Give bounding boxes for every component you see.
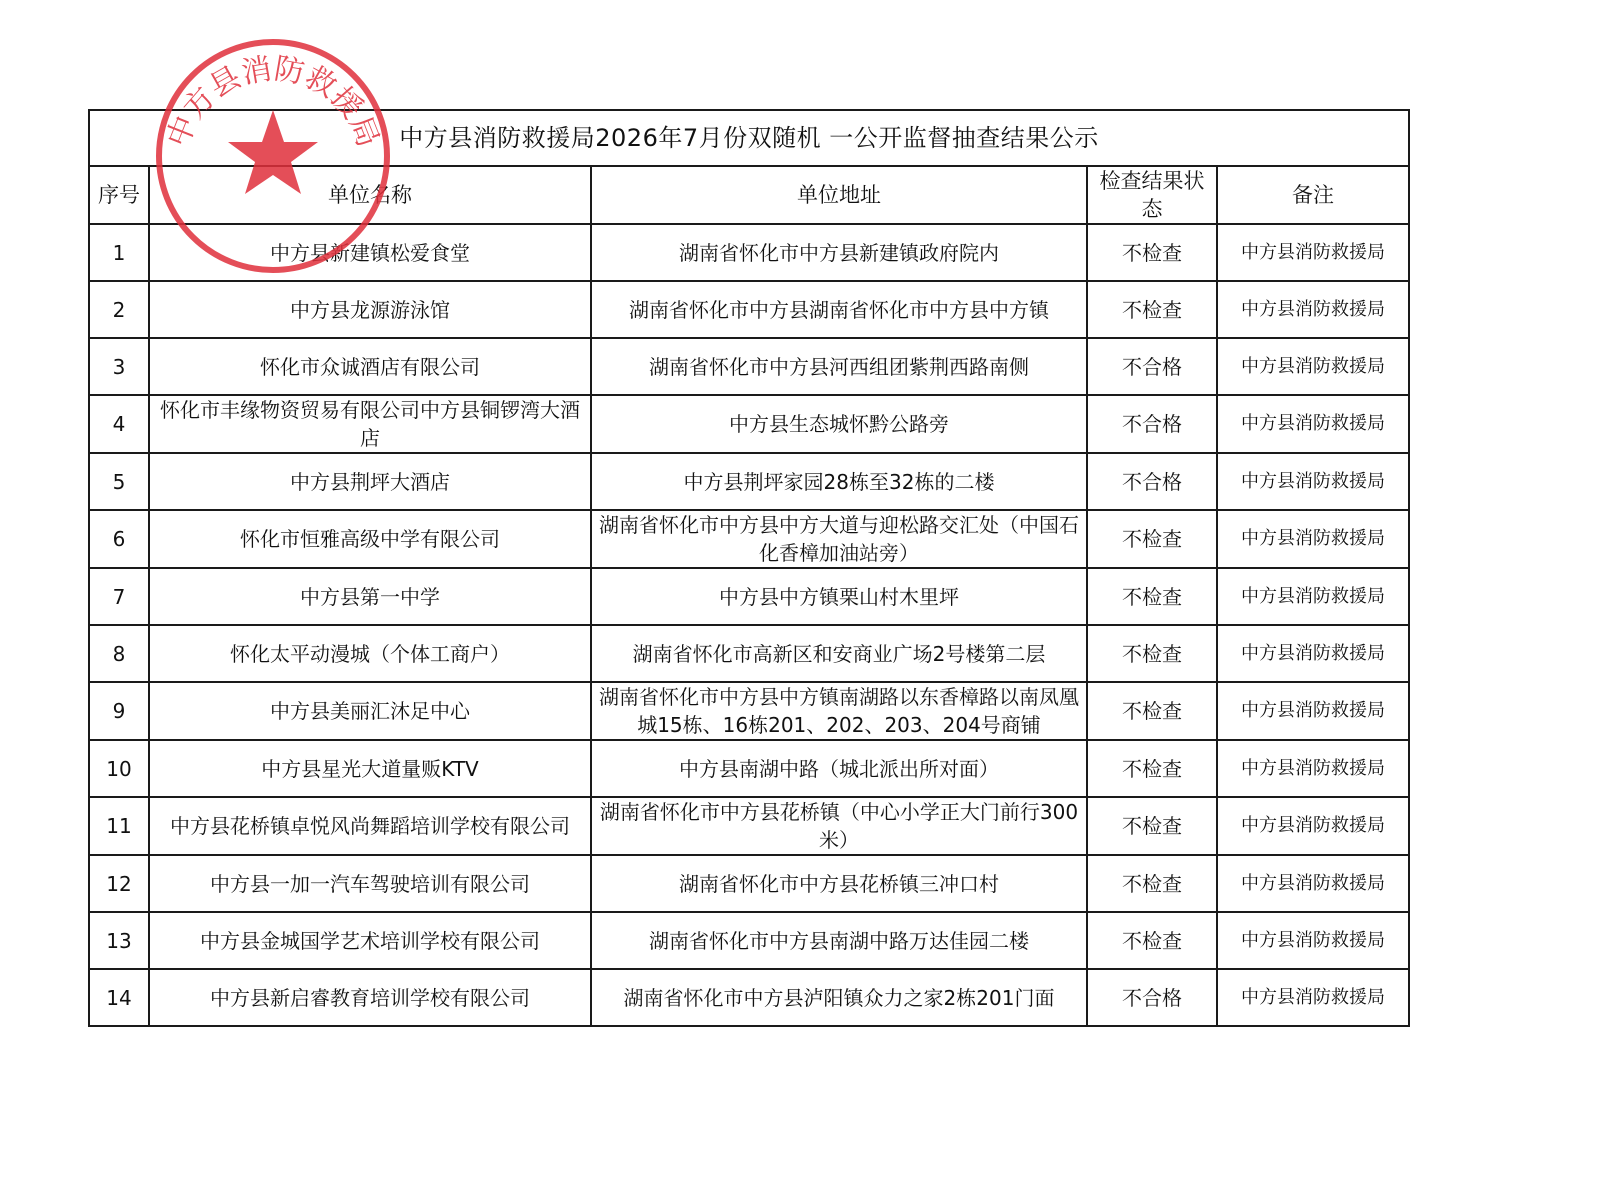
header-unit-name: 单位名称 bbox=[149, 166, 591, 224]
title-row bbox=[89, 110, 1409, 166]
unit-name: 中方县花桥镇卓悦风尚舞蹈培训学校有限公司 bbox=[149, 797, 591, 855]
row-index: 9 bbox=[89, 682, 149, 740]
note: 中方县消防救援局 bbox=[1217, 740, 1409, 797]
note: 中方县消防救援局 bbox=[1217, 453, 1409, 510]
row-index: 3 bbox=[89, 338, 149, 395]
result-status: 不检查 bbox=[1087, 625, 1217, 682]
unit-name: 怀化市众诚酒店有限公司 bbox=[149, 338, 591, 395]
result-status: 不检查 bbox=[1087, 855, 1217, 912]
table-row bbox=[89, 281, 1409, 338]
result-status: 不检查 bbox=[1087, 510, 1217, 568]
header-row bbox=[89, 166, 1409, 224]
table-row bbox=[89, 625, 1409, 682]
table-row bbox=[89, 797, 1409, 855]
unit-name: 中方县美丽汇沐足中心 bbox=[149, 682, 591, 740]
unit-address: 中方县生态城怀黔公路旁 bbox=[591, 395, 1087, 453]
unit-address: 湖南省怀化市高新区和安商业广场2号楼第二层 bbox=[591, 625, 1087, 682]
row-index: 5 bbox=[89, 453, 149, 510]
result-status: 不检查 bbox=[1087, 912, 1217, 969]
result-status: 不检查 bbox=[1087, 797, 1217, 855]
note: 中方县消防救援局 bbox=[1217, 625, 1409, 682]
unit-address: 湖南省怀化市中方县中方大道与迎松路交汇处（中国石化香樟加油站旁） bbox=[591, 510, 1087, 568]
unit-address: 中方县荆坪家园28栋至32栋的二楼 bbox=[591, 453, 1087, 510]
document-title: 中方县消防救援局2026年7月份双随机 一公开监督抽查结果公示 bbox=[89, 110, 1409, 166]
note: 中方县消防救援局 bbox=[1217, 281, 1409, 338]
row-index: 10 bbox=[89, 740, 149, 797]
table-row bbox=[89, 568, 1409, 625]
result-status: 不检查 bbox=[1087, 224, 1217, 281]
note: 中方县消防救援局 bbox=[1217, 510, 1409, 568]
unit-name: 怀化太平动漫城（个体工商户） bbox=[149, 625, 591, 682]
unit-address: 中方县中方镇栗山村木里坪 bbox=[591, 568, 1087, 625]
note: 中方县消防救援局 bbox=[1217, 395, 1409, 453]
result-status: 不合格 bbox=[1087, 338, 1217, 395]
table-row bbox=[89, 969, 1409, 1026]
unit-address: 中方县南湖中路（城北派出所对面） bbox=[591, 740, 1087, 797]
header-unit-address: 单位地址 bbox=[591, 166, 1087, 224]
table-row bbox=[89, 740, 1409, 797]
result-status: 不检查 bbox=[1087, 568, 1217, 625]
result-status: 不合格 bbox=[1087, 969, 1217, 1026]
note: 中方县消防救援局 bbox=[1217, 855, 1409, 912]
table-row bbox=[89, 912, 1409, 969]
note: 中方县消防救援局 bbox=[1217, 568, 1409, 625]
unit-name: 中方县龙源游泳馆 bbox=[149, 281, 591, 338]
unit-name: 中方县新建镇松爱食堂 bbox=[149, 224, 591, 281]
header-index: 序号 bbox=[89, 166, 149, 224]
result-status: 不合格 bbox=[1087, 395, 1217, 453]
unit-name: 中方县金城国学艺术培训学校有限公司 bbox=[149, 912, 591, 969]
unit-address: 湖南省怀化市中方县花桥镇（中心小学正大门前行300米） bbox=[591, 797, 1087, 855]
unit-name: 中方县一加一汽车驾驶培训有限公司 bbox=[149, 855, 591, 912]
row-index: 7 bbox=[89, 568, 149, 625]
table-row bbox=[89, 510, 1409, 568]
row-index: 11 bbox=[89, 797, 149, 855]
row-index: 8 bbox=[89, 625, 149, 682]
unit-address: 湖南省怀化市中方县泸阳镇众力之家2栋201门面 bbox=[591, 969, 1087, 1026]
row-index: 6 bbox=[89, 510, 149, 568]
table-row bbox=[89, 395, 1409, 453]
unit-address: 湖南省怀化市中方县花桥镇三冲口村 bbox=[591, 855, 1087, 912]
row-index: 12 bbox=[89, 855, 149, 912]
unit-name: 怀化市丰缘物资贸易有限公司中方县铜锣湾大酒店 bbox=[149, 395, 591, 453]
unit-address: 湖南省怀化市中方县湖南省怀化市中方县中方镇 bbox=[591, 281, 1087, 338]
unit-address: 湖南省怀化市中方县南湖中路万达佳园二楼 bbox=[591, 912, 1087, 969]
unit-name: 中方县新启睿教育培训学校有限公司 bbox=[149, 969, 591, 1026]
row-index: 4 bbox=[89, 395, 149, 453]
table-row bbox=[89, 682, 1409, 740]
result-status: 不检查 bbox=[1087, 682, 1217, 740]
unit-name: 怀化市恒雅高级中学有限公司 bbox=[149, 510, 591, 568]
note: 中方县消防救援局 bbox=[1217, 912, 1409, 969]
result-status: 不检查 bbox=[1087, 281, 1217, 338]
unit-address: 湖南省怀化市中方县河西组团紫荆西路南侧 bbox=[591, 338, 1087, 395]
note: 中方县消防救援局 bbox=[1217, 338, 1409, 395]
table-row bbox=[89, 338, 1409, 395]
note: 中方县消防救援局 bbox=[1217, 682, 1409, 740]
header-note: 备注 bbox=[1217, 166, 1409, 224]
table-row bbox=[89, 453, 1409, 510]
row-index: 13 bbox=[89, 912, 149, 969]
note: 中方县消防救援局 bbox=[1217, 969, 1409, 1026]
seal-text: 中方县消防救援局 bbox=[160, 51, 386, 152]
table-row bbox=[89, 224, 1409, 281]
row-index: 2 bbox=[89, 281, 149, 338]
table-row bbox=[89, 855, 1409, 912]
inspection-results-table bbox=[88, 109, 1410, 1027]
row-index: 14 bbox=[89, 969, 149, 1026]
unit-address: 湖南省怀化市中方县中方镇南湖路以东香樟路以南凤凰城15栋、16栋201、202、203、204号商铺 bbox=[591, 682, 1087, 740]
note: 中方县消防救援局 bbox=[1217, 224, 1409, 281]
note: 中方县消防救援局 bbox=[1217, 797, 1409, 855]
result-status: 不检查 bbox=[1087, 740, 1217, 797]
unit-address: 湖南省怀化市中方县新建镇政府院内 bbox=[591, 224, 1087, 281]
header-result-status: 检查结果状态 bbox=[1087, 166, 1217, 224]
unit-name: 中方县荆坪大酒店 bbox=[149, 453, 591, 510]
unit-name: 中方县星光大道量贩KTV bbox=[149, 740, 591, 797]
unit-name: 中方县第一中学 bbox=[149, 568, 591, 625]
result-status: 不合格 bbox=[1087, 453, 1217, 510]
row-index: 1 bbox=[89, 224, 149, 281]
